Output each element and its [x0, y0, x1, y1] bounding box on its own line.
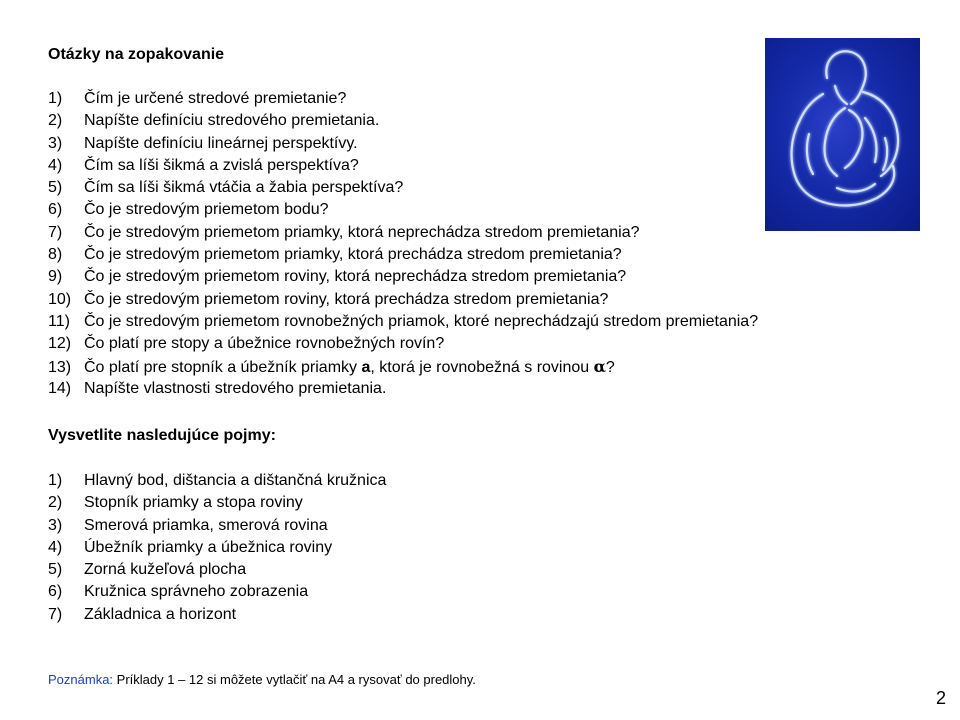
term-item — [48, 515, 386, 537]
item-text: Napíšte vlastnosti stredového premietania. — [84, 379, 387, 397]
question-item — [48, 177, 758, 199]
item-number: 12) — [48, 335, 72, 353]
item-text-middle: , ktorá je rovnobežná s rovinou — [370, 358, 594, 376]
question-item — [48, 133, 758, 155]
question-item — [48, 155, 758, 177]
item-number: 2) — [48, 494, 63, 512]
question-item — [48, 244, 758, 266]
alpha-symbol: α — [593, 356, 606, 376]
item-text: Čo je stredovým priemetom priamky, ktorá prechádza stredom premietania? — [84, 246, 622, 264]
item-text: Čo je stredovým priemetom rovnobežných priamok, ktoré neprechádzajú stredom premietania? — [84, 312, 759, 330]
question-item — [48, 333, 758, 355]
item-number: 14) — [48, 379, 72, 397]
item-text: Napíšte definíciu stredového premietania. — [84, 112, 380, 130]
thinker-figure-icon — [765, 38, 920, 231]
question-item — [48, 222, 758, 244]
question-item — [48, 199, 758, 221]
item-text-before: Čo platí pre stopník a úbežník priamky — [84, 358, 362, 376]
item-number: 5) — [48, 561, 63, 579]
term-item — [48, 559, 386, 581]
question-item — [48, 266, 758, 288]
thinker-illustration — [765, 38, 920, 231]
term-item — [48, 581, 386, 603]
item-text: Čím je určené stredové premietanie? — [84, 90, 347, 107]
item-number: 5) — [48, 179, 63, 197]
item-text: Kružnica správneho zobrazenia — [84, 583, 309, 601]
item-number: 3) — [48, 134, 63, 152]
item-number: 1) — [48, 90, 63, 107]
item-number: 9) — [48, 268, 63, 286]
item-number: 7) — [48, 605, 63, 623]
item-number: 7) — [48, 223, 63, 241]
item-number: 6) — [48, 583, 63, 601]
questions-heading: Otázky na zopakovanie — [48, 46, 225, 63]
question-item — [48, 289, 758, 311]
item-text-after: ? — [605, 358, 615, 376]
item-number: 6) — [48, 201, 63, 219]
terms-heading: Vysvetlite nasledujúce pojmy: — [48, 427, 276, 444]
note — [48, 672, 476, 687]
line-a-symbol: a — [361, 358, 371, 376]
item-number: 4) — [48, 156, 63, 174]
question-item — [48, 356, 758, 378]
item-text: Úbežník priamky a úbežnica roviny — [84, 538, 333, 556]
term-item — [48, 470, 386, 492]
note-label: Poznámka: — [48, 672, 114, 687]
page-number: 2 — [935, 688, 946, 708]
item-number: 11) — [48, 312, 70, 330]
item-text: Hlavný bod, dištancia a dištančná kružnica — [84, 472, 387, 489]
item-text: Čo je stredovým priemetom priamky, ktorá neprechádza stredom premietania? — [84, 223, 640, 241]
item-text: Čo je stredovým priemetom roviny, ktorá neprechádza stredom premietania? — [84, 268, 627, 286]
item-text: Napíšte definíciu lineárnej perspektívy. — [84, 134, 358, 152]
item-number: 2) — [48, 112, 63, 130]
question-item — [48, 88, 758, 110]
item-text: Čo platí pre stopy a úbežnice rovnobežných rovín? — [84, 335, 445, 353]
question-item — [48, 110, 758, 132]
item-text: Stopník priamky a stopa roviny — [84, 494, 303, 512]
item-number: 13) — [48, 358, 72, 376]
note-text: Príklady 1 – 12 si môžete vytlačiť na A4 a rysovať do predlohy. — [113, 672, 476, 687]
item-text: Smerová priamka, smerová rovina — [84, 516, 328, 534]
terms-list — [48, 470, 386, 626]
item-text: Čo je stredovým priemetom roviny, ktorá prechádza stredom premietania? — [84, 290, 609, 308]
item-text: Základnica a horizont — [84, 605, 237, 623]
item-text: Zorná kužeľová plocha — [84, 561, 247, 579]
term-item — [48, 604, 386, 626]
item-text: Čím sa líši šikmá vtáčia a žabia perspektíva? — [84, 179, 404, 197]
item-number: 4) — [48, 538, 63, 556]
item-number: 3) — [48, 516, 63, 534]
term-item — [48, 537, 386, 559]
item-number: 1) — [48, 472, 63, 489]
questions-list — [48, 88, 758, 400]
question-item — [48, 378, 758, 400]
term-item — [48, 492, 386, 514]
item-text: Čím sa líši šikmá a zvislá perspektíva? — [84, 156, 359, 174]
item-text: Čo je stredovým priemetom bodu? — [84, 201, 329, 219]
item-number: 8) — [48, 246, 63, 264]
question-item — [48, 311, 758, 333]
item-number: 10) — [48, 290, 72, 308]
